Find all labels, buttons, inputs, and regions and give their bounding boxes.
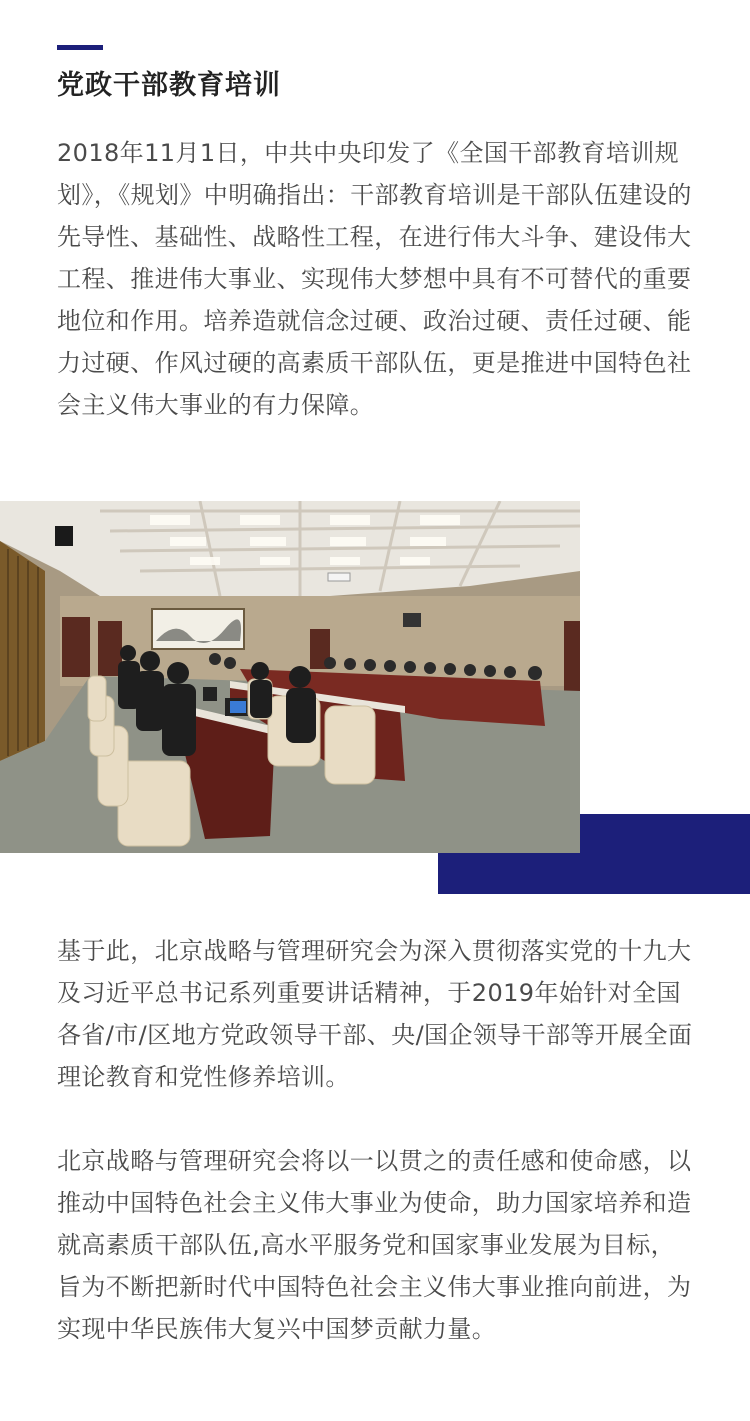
meeting-room-photo [0, 501, 580, 853]
background-paragraph: 基于此，北京战略与管理研究会为深入贯彻落实党的十九大及习近平总书记系列重要讲话精神，于2019年始针对全国各省/市/区地方党政领导干部、央/国企领导干部等开展全面理论教育和党性修养培训。 [57, 937, 693, 1091]
section-title: 党政干部教育培训 [57, 70, 281, 101]
mission-paragraph: 北京战略与管理研究会将以一以贯之的责任感和使命感，以推动中国特色社会主义伟大事业为使命，助力国家培养和造就高素质干部队伍,高水平服务党和国家事业发展为目标，旨为不断把新时代中国特色社会主义伟大事业推向前进，为实现中华民族伟大复兴中国梦贡献力量。 [57, 1147, 692, 1343]
title-accent-bar [57, 45, 103, 50]
intro-paragraph: 2018年11月1日，中共中央印发了《全国干部教育培训规划》，《规划》中明确指出：干部教育培训是干部队伍建设的先导性、基础性、战略性工程，在进行伟大斗争、建设伟大工程、推进伟大事业、实现伟大梦想中具有不可替代的重要地位和作用。培养造就信念过硬、政治过硬、责任过硬、能力过硬、作风过硬的高素质干部队伍，更是推进中国特色社会主义伟大事业的有力保障。 [57, 139, 692, 419]
